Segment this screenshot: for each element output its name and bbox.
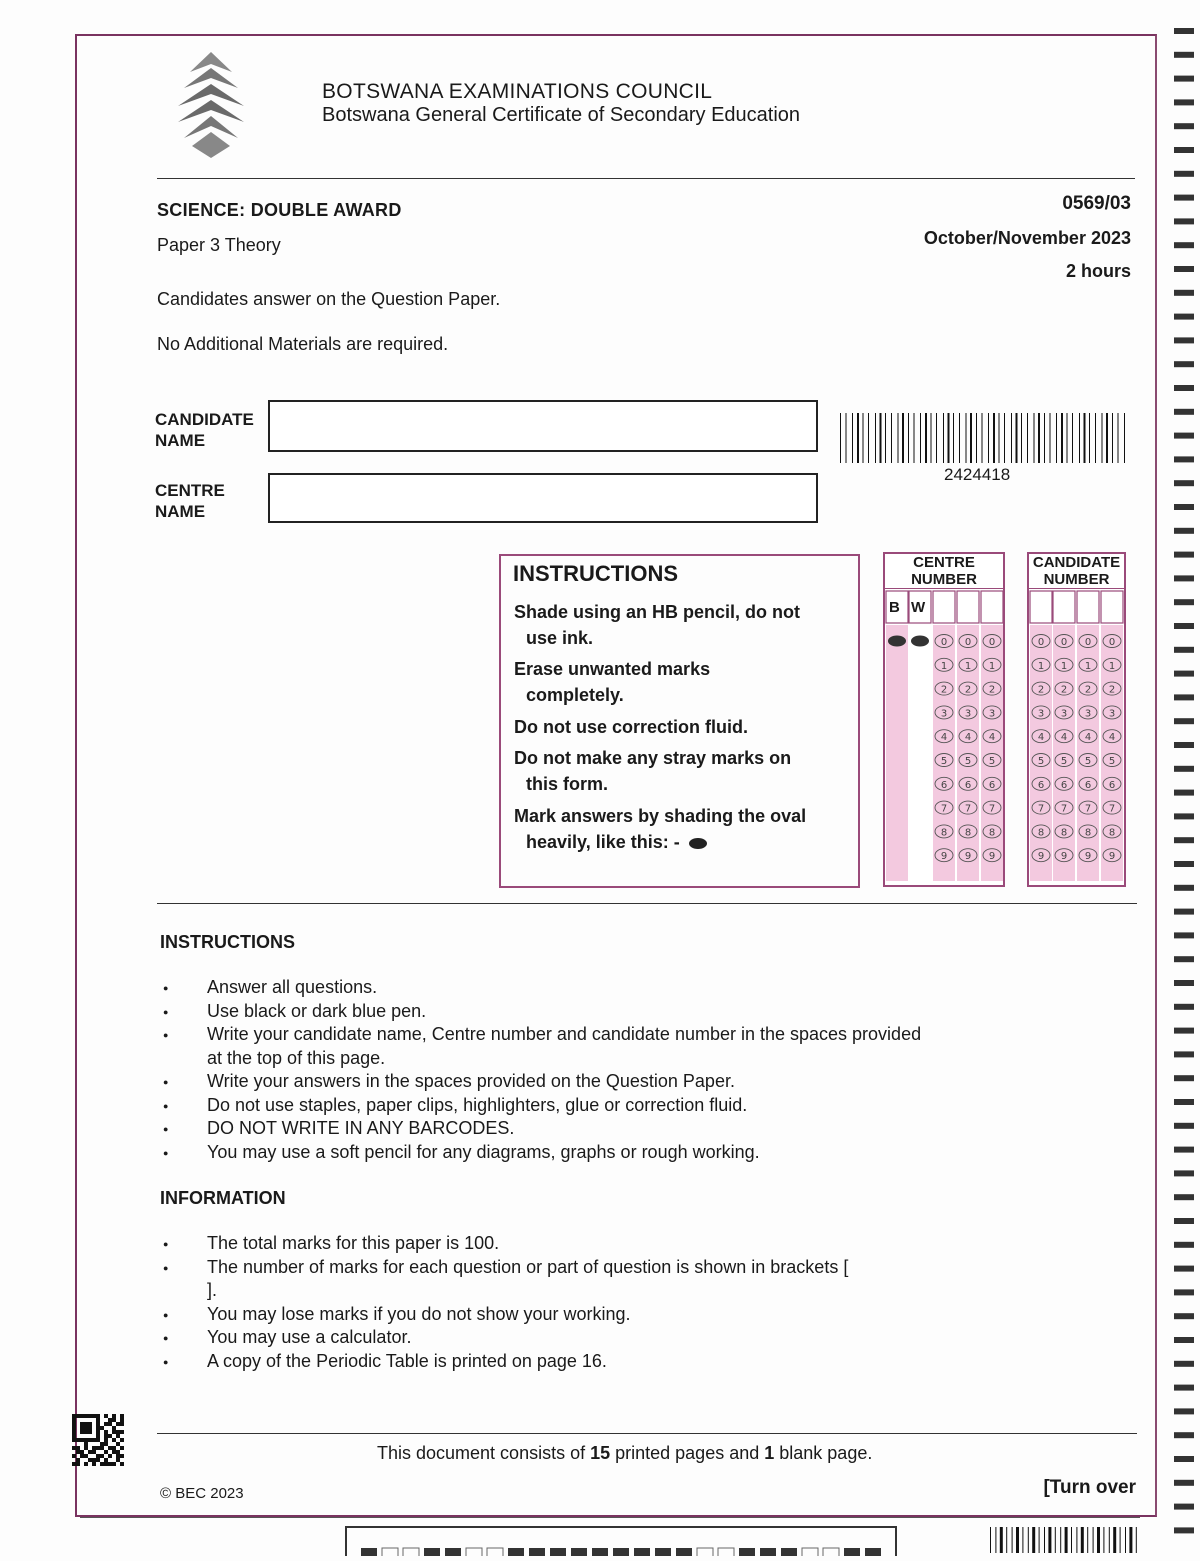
svg-text:5: 5 [1037,756,1045,767]
omr-instruction-item: Do not use correction fluid. [514,717,749,737]
svg-text:3: 3 [964,708,972,720]
svg-text:6: 6 [1108,779,1116,791]
svg-text:5: 5 [1084,756,1092,767]
bec-logo-icon [172,50,250,160]
answer-note: Candidates answer on the Question Paper. [157,289,501,309]
svg-text:9: 9 [1060,851,1068,863]
qualification-name: Botswana General Certificate of Secondary Education [322,104,801,126]
timing-marks [1172,20,1196,1550]
svg-text:1: 1 [940,660,948,672]
svg-text:8: 8 [940,827,948,839]
svg-text:6: 6 [988,779,996,791]
svg-text:0: 0 [1108,637,1116,648]
omr-instruction-item: Shade using an HB pencil, do not use ink. [514,602,801,648]
list-item: ● Write your answers in the spaces provided on the Question Paper. [160,1070,940,1094]
svg-text:0: 0 [1084,637,1092,648]
svg-text:8: 8 [964,827,972,839]
svg-text:9: 9 [940,851,948,863]
svg-text:8: 8 [1108,827,1116,839]
svg-text:6: 6 [940,779,948,791]
centre-number-title: CENTRE NUMBER [885,554,1003,589]
instructions-title: INSTRUCTIONS [160,932,295,952]
exam-duration: 2 hours [1065,261,1131,281]
svg-text:4: 4 [940,732,948,744]
svg-text:7: 7 [964,803,972,815]
bottom-barcode [990,1527,1140,1553]
candidate-name-label: CANDIDATE NAME [155,410,254,450]
svg-text:7: 7 [1084,803,1092,815]
copyright: © BEC 2023 [160,1485,244,1502]
omr-instructions-title: INSTRUCTIONS [513,561,678,586]
page-count-note: This document consists of 15 printed pages and 1 blank page. [377,1443,873,1463]
svg-text:1: 1 [964,660,972,672]
list-item: ● You may use a calculator. [160,1326,860,1350]
svg-text:2: 2 [1037,684,1045,696]
candidate-name-field[interactable] [268,400,818,452]
candidate-number-title: CANDIDATE NUMBER [1029,554,1124,589]
svg-text:7: 7 [1108,803,1116,815]
paper-code: 0569/03 [1062,193,1131,214]
list-item: ● DO NOT WRITE IN ANY BARCODES. [160,1117,940,1141]
qr-code-icon [72,1414,124,1466]
instructions-list [160,976,940,1164]
omr-instruction-item: Mark answers by shading the oval heavily, like this: - [514,806,807,852]
svg-text:7: 7 [1060,803,1068,815]
bottom-code-strip [345,1526,897,1556]
svg-text:4: 4 [1060,732,1068,744]
svg-text:9: 9 [1108,851,1116,863]
filled-oval-example-icon [689,838,707,849]
svg-text:2: 2 [1084,684,1092,696]
centre-prefix-b: B [889,599,900,616]
organisation-name: BOTSWANA EXAMINATIONS COUNCIL [322,80,713,103]
svg-text:8: 8 [988,827,996,839]
svg-text:3: 3 [1060,708,1068,720]
svg-text:2: 2 [1108,684,1116,696]
list-item: ● The number of marks for each question or part of question is shown in brackets [ ]. [160,1256,860,1303]
svg-text:0: 0 [1060,637,1068,648]
svg-text:6: 6 [1084,779,1092,791]
svg-text:2: 2 [988,684,996,696]
list-item: ● Answer all questions. [160,976,940,1000]
svg-text:1: 1 [988,660,996,672]
svg-text:5: 5 [1060,756,1068,767]
svg-text:3: 3 [1037,708,1045,720]
svg-text:5: 5 [1108,756,1116,767]
svg-text:9: 9 [964,851,972,863]
centre-prefix-w: W [911,599,926,616]
svg-text:3: 3 [1084,708,1092,720]
svg-text:7: 7 [1037,803,1045,815]
svg-text:4: 4 [1037,732,1045,744]
information-list [160,1232,860,1373]
list-item: ● Write your candidate name, Centre number and candidate number in the spaces provided at the top of this page. [160,1023,940,1070]
information-title: INFORMATION [160,1188,286,1208]
svg-text:0: 0 [964,637,972,648]
svg-text:4: 4 [988,732,996,744]
barcode-number: 2424418 [944,465,1011,484]
candidate-number-bubbles[interactable] [1029,589,1124,883]
svg-text:9: 9 [1084,851,1092,863]
svg-text:1: 1 [1060,660,1068,672]
omr-instruction-item: Erase unwanted marks completely. [514,659,711,705]
barcode [840,413,1128,463]
centre-number-grid [883,552,1005,887]
bottom-edge-line [80,1517,1140,1518]
svg-text:1: 1 [1108,660,1116,672]
svg-text:4: 4 [964,732,972,744]
turn-over: [Turn over [1043,1477,1136,1498]
svg-text:6: 6 [964,779,972,791]
omr-bubble-filled[interactable] [888,636,906,647]
header-divider [157,178,1135,179]
omr-bubble-filled[interactable] [911,636,929,647]
svg-text:7: 7 [940,803,948,815]
svg-text:6: 6 [1060,779,1068,791]
svg-text:2: 2 [964,684,972,696]
svg-text:3: 3 [1108,708,1116,720]
centre-number-bubbles[interactable] [885,589,1003,883]
svg-text:5: 5 [964,756,972,767]
svg-text:6: 6 [1037,779,1045,791]
list-item: ● You may use a soft pencil for any diagrams, graphs or rough working. [160,1141,940,1165]
svg-text:3: 3 [988,708,996,720]
centre-name-label: CENTRE NAME [155,481,225,521]
svg-text:4: 4 [1108,732,1116,744]
list-item: ● A copy of the Periodic Table is printed on page 16. [160,1350,860,1374]
svg-text:9: 9 [1037,851,1045,863]
svg-text:1: 1 [1084,660,1092,672]
svg-text:9: 9 [988,851,996,863]
footer-divider [157,1433,1137,1434]
section-divider [157,903,1137,904]
svg-text:0: 0 [940,637,948,648]
svg-text:4: 4 [1084,732,1092,744]
svg-text:3: 3 [940,708,948,720]
svg-text:0: 0 [988,637,996,648]
svg-text:8: 8 [1084,827,1092,839]
materials-note: No Additional Materials are required. [157,334,449,354]
omr-instruction-item: Do not make any stray marks on this form. [514,748,792,794]
svg-text:2: 2 [940,684,948,696]
subject-title: SCIENCE: DOUBLE AWARD [157,200,402,220]
list-item: ● You may lose marks if you do not show your working. [160,1303,860,1327]
svg-text:0: 0 [1037,637,1045,648]
list-item: ● Use black or dark blue pen. [160,1000,940,1024]
exam-session: October/November 2023 [923,228,1131,248]
svg-text:1: 1 [1037,660,1045,672]
svg-text:8: 8 [1060,827,1068,839]
svg-text:7: 7 [988,803,996,815]
svg-text:5: 5 [940,756,948,767]
list-item: ● The total marks for this paper is 100. [160,1232,860,1256]
candidate-number-grid [1027,552,1126,887]
paper-name: Paper 3 Theory [157,235,281,255]
svg-text:8: 8 [1037,827,1045,839]
svg-text:5: 5 [988,756,996,767]
svg-text:2: 2 [1060,684,1068,696]
centre-name-field[interactable] [268,473,818,523]
list-item: ● Do not use staples, paper clips, highlighters, glue or correction fluid. [160,1094,940,1118]
